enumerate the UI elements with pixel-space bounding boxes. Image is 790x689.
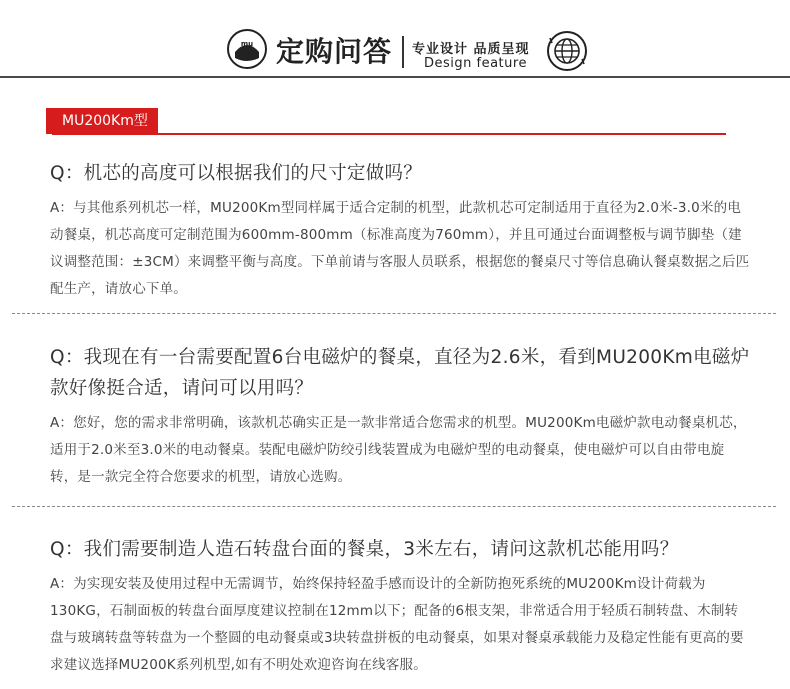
header-divider (402, 36, 404, 68)
header-rule (0, 76, 790, 78)
answer-text: A：您好，您的需求非常明确，该款机芯确实正是一款非常适合您需求的机型。MU200Km电磁炉款电动餐桌机芯，适用于2.0米至3.0米的电动餐桌。装配电磁炉防绞引线装置成为电磁炉型的电动餐桌，使电磁炉可以自由带电旋转，是一款完全符合您要求的机型，请放心选购。 (50, 415, 747, 485)
qa-item (50, 158, 750, 303)
page-title: 定购问答 (276, 35, 393, 68)
brand-logo-text: mu (240, 40, 254, 48)
answer-text: A：为实现安装及使用过程中无需调节，始终保持轻盈手感而设计的全新防抱死系统的MU200Km设计荷载为130KG，石制面板的转盘台面厚度建议控制在12mm以下；配备的6根支架，非常适合用于轻质石制转盘、木制转盘与玻璃转盘等转盘为一个整圆的电动餐桌或3块转盘拼板的电动餐桌，如果对餐桌承载能力及稳定性能有更高的要求建议选择MU200K系列机型,如有不明处欢迎咨询在线客服。 (50, 576, 744, 673)
header-subtitle-cn: 专业设计 品质呈现 (412, 42, 530, 57)
qa-divider (12, 313, 776, 314)
answer-text: A：与其他系列机芯一样，MU200Km型同样属于适合定制的机型，此款机芯可定制适用于直径为2.0米-3.0米的电动餐桌，机芯高度可定制范围为600mm-800mm（标准高度为760mm），并且可通过台面调整板与调节脚垫（建议调整范围：±3CM）来调整平衡与高度。下单前请与客服人员联系，根据您的餐桌尺寸等信息确认餐桌数据之后匹配生产，请放心下单。 (50, 200, 750, 297)
question-text: Q：机芯的高度可以根据我们的尺寸定做吗？ (50, 163, 423, 184)
qa-item (50, 534, 750, 679)
model-tag: MU200Km型 (52, 108, 158, 134)
page-header (0, 0, 790, 78)
question-text: Q：我们需要制造人造石转盘台面的餐桌，3米左右，请问这款机芯能用吗？ (50, 539, 679, 560)
question-text: Q：我现在有一台需要配置6台电磁炉的餐桌，直径为2.6米，看到MU200Km电磁炉款好像挺合适，请问可以用吗？ (50, 347, 750, 399)
header-subtitle-en: Design feature (424, 56, 527, 71)
brand-logo-icon (226, 28, 268, 70)
globe-icon (546, 30, 588, 72)
model-tag-rule (52, 133, 726, 135)
qa-divider (12, 506, 776, 507)
qa-item (50, 342, 750, 491)
